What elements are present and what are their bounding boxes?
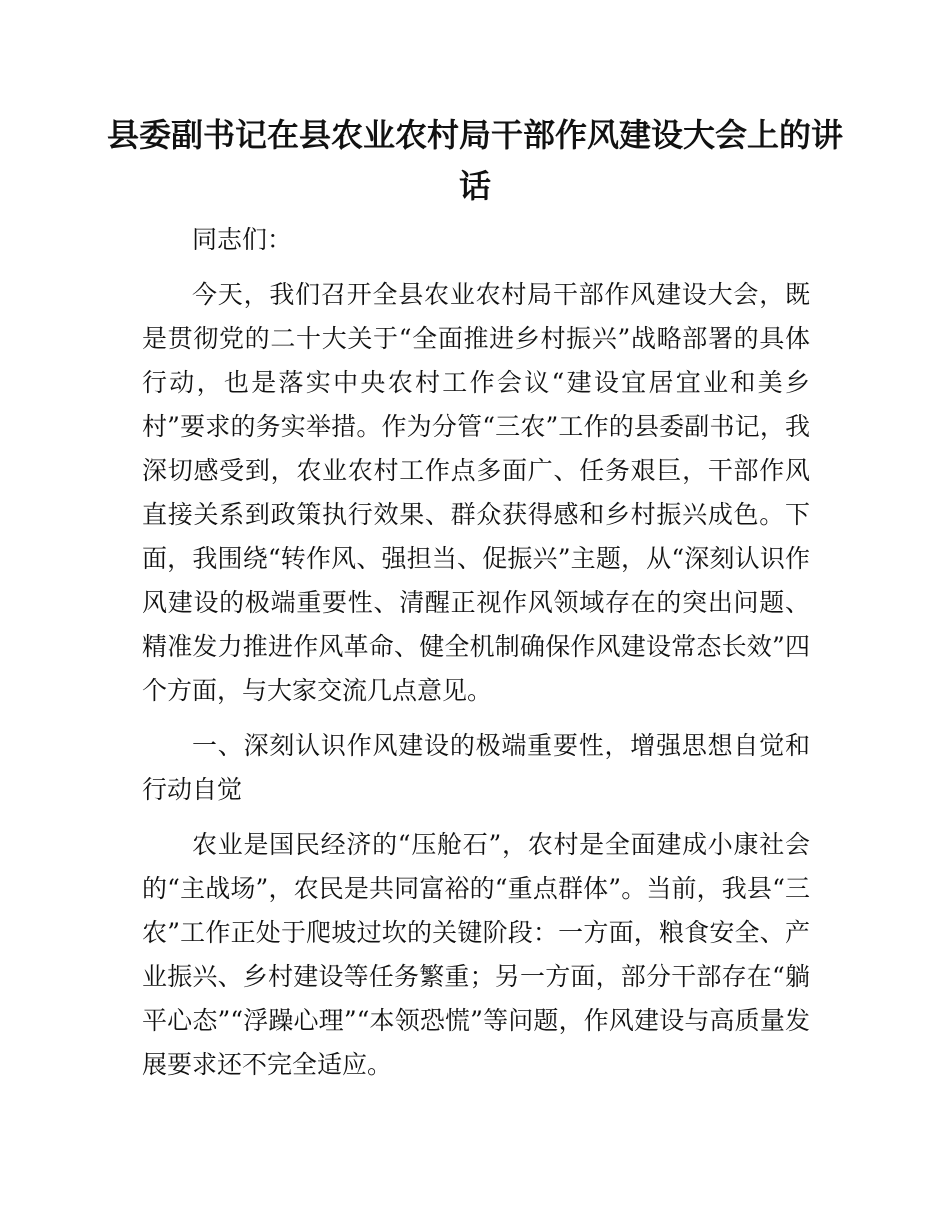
section-heading-1: 一、深刻认识作风建设的极端重要性，增强思想自觉和行动自觉 [142, 731, 810, 804]
paragraph-intro: 今天，我们召开全县农业农村局干部作风建设大会，既是贯彻党的二十大关于“全面推进乡村振兴”战略部署的具体行动，也是落实中央农村工作会议“建设宜居宜业和美乡村”要求的务实举措。作为分管“三农”工作的县委副书记，我深切感受到，农业农村工作点多面广、任务艰巨，干部作风直接关系到政策执行效果、群众获得感和乡村振兴成色。下面，我围绕“转作风、强担当、促振兴”主题，从“深刻认识作风建设的极端重要性、清醒正视作风领域存在的突出问题、精准发力推进作风革命、健全机制确保作风建设常态长效”四个方面，与大家交流几点意见。 [142, 280, 810, 705]
document-title: 县委副书记在县农业农村局干部作风建设大会上的讲话 [106, 116, 843, 205]
document-body [142, 218, 810, 1098]
paragraph-section-1: 农业是国民经济的“压舱石”，农村是全面建成小康社会的“主战场”，农民是共同富裕的“重点群体”。当前，我县“三农”工作正处于爬坡过坎的关键阶段：一方面，粮食安全、产业振兴、乡村建设等任务繁重；另一方面，部分干部存在“躺平心态”“浮躁心理”“本领恐慌”等问题，作风建设与高质量发展要求还不完全适应。 [142, 830, 810, 1079]
salutation: 同志们： [192, 225, 293, 254]
